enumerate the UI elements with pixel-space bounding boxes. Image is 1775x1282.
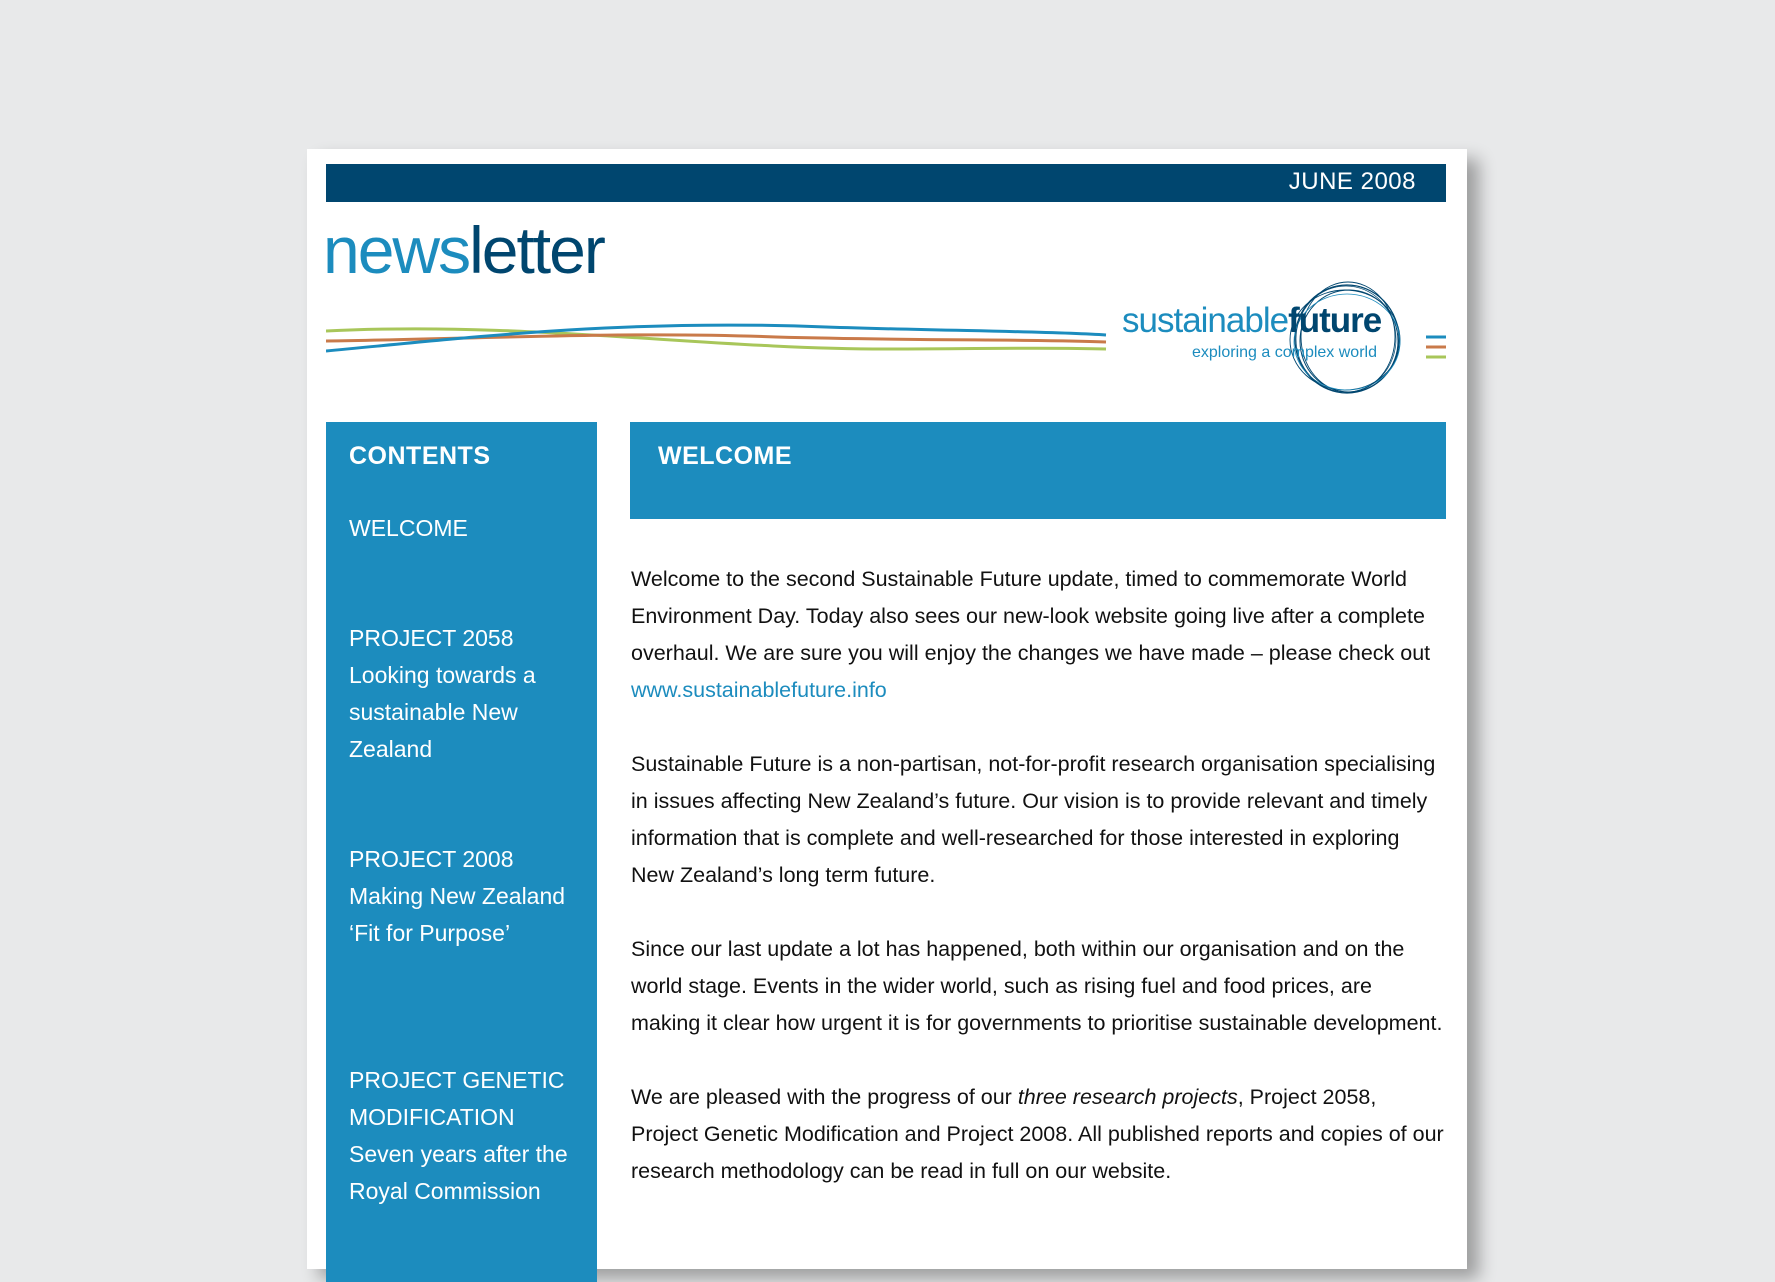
masthead-news: news <box>323 213 470 287</box>
issue-date: JUNE 2008 <box>1288 168 1416 195</box>
masthead-letter: letter <box>469 213 604 287</box>
welcome-paragraph-2: Sustainable Future is a non-partisan, not-for-profit research organisation specialising in issues affecting New Zealand’s future. Our vision is to provide relevant and timely information that is complete and well-researched for those interested in exploring New Zealand’s long term future. <box>631 752 1436 887</box>
contents-item-project-gm[interactable] <box>349 1062 594 1210</box>
contents-item-title: WELCOME <box>349 515 468 541</box>
contents-item-project-2058[interactable] <box>349 620 594 768</box>
sustainable-future-logo <box>1122 279 1382 404</box>
welcome-body <box>631 561 1446 1227</box>
masthead-title <box>323 213 604 287</box>
scribble-circle-icon <box>1287 279 1407 404</box>
website-link[interactable]: www.sustainablefuture.info <box>631 678 887 702</box>
welcome-paragraph-1: Welcome to the second Sustainable Future update, timed to commemorate World Environment Day. Today also sees our new-look website going live after a complete overhaul. We are sure you will enjoy the changes we have made – please check out www.sustainablefuture.info <box>631 567 1431 702</box>
contents-item-title: PROJECT 2058 <box>349 625 514 651</box>
welcome-paragraph-3: Since our last update a lot has happened, both within our organisation and on the world stage. Events in the wider world, such as rising fuel and food prices, are making it clear how urgent it is for governments to prioritise sustainable development. <box>631 937 1443 1035</box>
newsletter-page <box>307 149 1467 1269</box>
contents-item-welcome[interactable] <box>349 510 594 547</box>
contents-item-title: PROJECT GENETIC MODIFICATION <box>349 1067 565 1130</box>
logo-wordmark: sustainablefuture <box>1122 301 1382 340</box>
welcome-heading: WELCOME <box>658 442 793 470</box>
contents-item-project-2008[interactable] <box>349 841 594 952</box>
contents-sidebar <box>326 422 597 1282</box>
logo-tagline: exploring a complex world <box>1192 344 1377 361</box>
contents-item-subtitle: Looking towards a sustainable New Zealand <box>349 662 536 762</box>
welcome-header <box>630 422 1446 519</box>
contents-item-title: PROJECT 2008 <box>349 846 514 872</box>
welcome-paragraph-4: We are pleased with the progress of our three research projects, Project 2058, Project Genetic Modification and Project 2008. All published reports and copies of our research methodology can be read in full on our website. <box>631 1085 1444 1183</box>
contents-item-subtitle: Seven years after the Royal Commission <box>349 1141 568 1204</box>
contents-item-subtitle: Making New Zealand ‘Fit for Purpose’ <box>349 883 566 946</box>
contents-heading: CONTENTS <box>349 442 491 470</box>
date-bar <box>326 164 1446 202</box>
